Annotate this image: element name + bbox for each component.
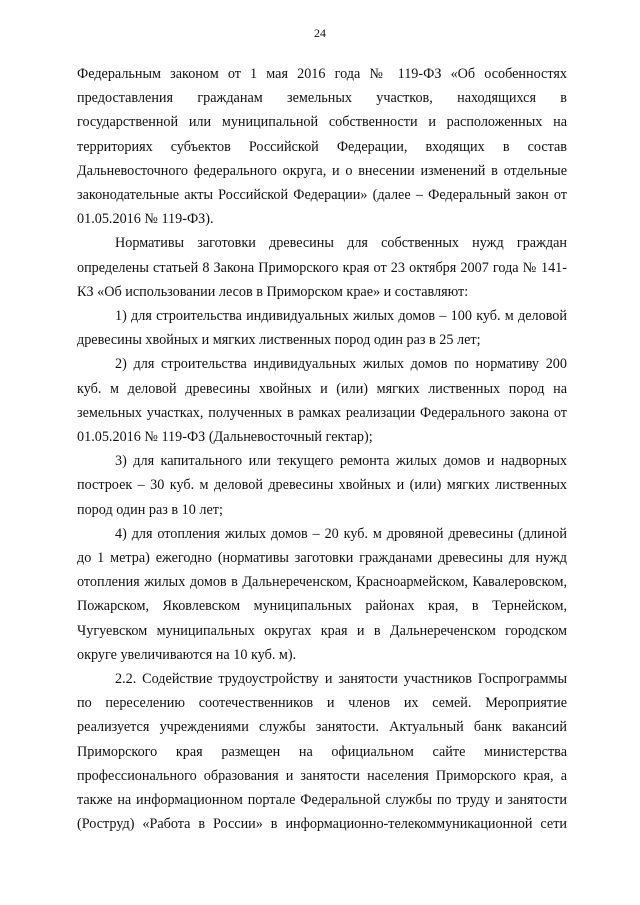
list-item-repair: 3) для капитального или текущего ремонта жилых домов и надворных построек – 30 куб. м деловой древесины хвойных и (или) мягких лиственных пород один раз в 10 лет; [77,453,567,518]
page-number: 24 [314,26,326,40]
paragraph-law-reference: Федеральным законом от 1 мая 2016 года № 119-ФЗ «Об особенностях предоставления гражданам земельных участков, находящихся в государственной или муниципальной собственности и расположенных на территориях субъектов Российской Федерации, входящих в состав Дальневосточного федерального округа, и о внесении изменений в отдельные законодательные акты Российской Федерации» (далее – Федеральный закон от 01.05.2016 № 119-ФЗ). [77,66,567,228]
paragraph-wood-norms-intro: Нормативы заготовки древесины для собственных нужд граждан определены статьей 8 Закона Приморского края от 23 октября 2007 года № 141-КЗ «Об использовании лесов в Приморском крае» и составляют: [77,235,567,300]
paragraph-employment-assistance: 2.2. Содействие трудоустройству и занятости участников Госпрограммы по переселению соотечественников и членов их семей. Мероприятие реализуется учреждениями службы занятости. Актуальный банк вакансий Приморского края размещен на официальном сайте министерства профессионального образования и занятости населения Приморского края, а также на информационном портале Федеральной службы по труду и занятости (Роструд) «Работа в России» в информационно-телекоммуникационной сети [77,671,567,833]
list-item-construction: 1) для строительства индивидуальных жилых домов – 100 куб. м деловой древесины хвойных и мягких лиственных пород один раз в 25 лет; [77,308,567,349]
list-item-far-east-hectare: 2) для строительства индивидуальных жилых домов по нормативу 200 куб. м деловой древесины хвойных и (или) мягких лиственных пород на земельных участках, полученных в рамках реализации Федерального закона от 01.05.2016 № 119-ФЗ (Дальневосточный гектар); [77,356,567,446]
document-body [77,62,567,837]
list-item-heating: 4) для отопления жилых домов – 20 куб. м дровяной древесины (длиной до 1 метра) ежегодно (нормативы заготовки гражданами древесины для нужд отопления жилых домов в Дальнереченском, Красноармейском, Кавалеровском, Пожарском, Яковлевском муниципальных районах края, в Тернейском, Чугуевском муниципальных округах края и в Дальнереченском городском округе увеличиваются на 10 куб. м). [77,525,567,663]
